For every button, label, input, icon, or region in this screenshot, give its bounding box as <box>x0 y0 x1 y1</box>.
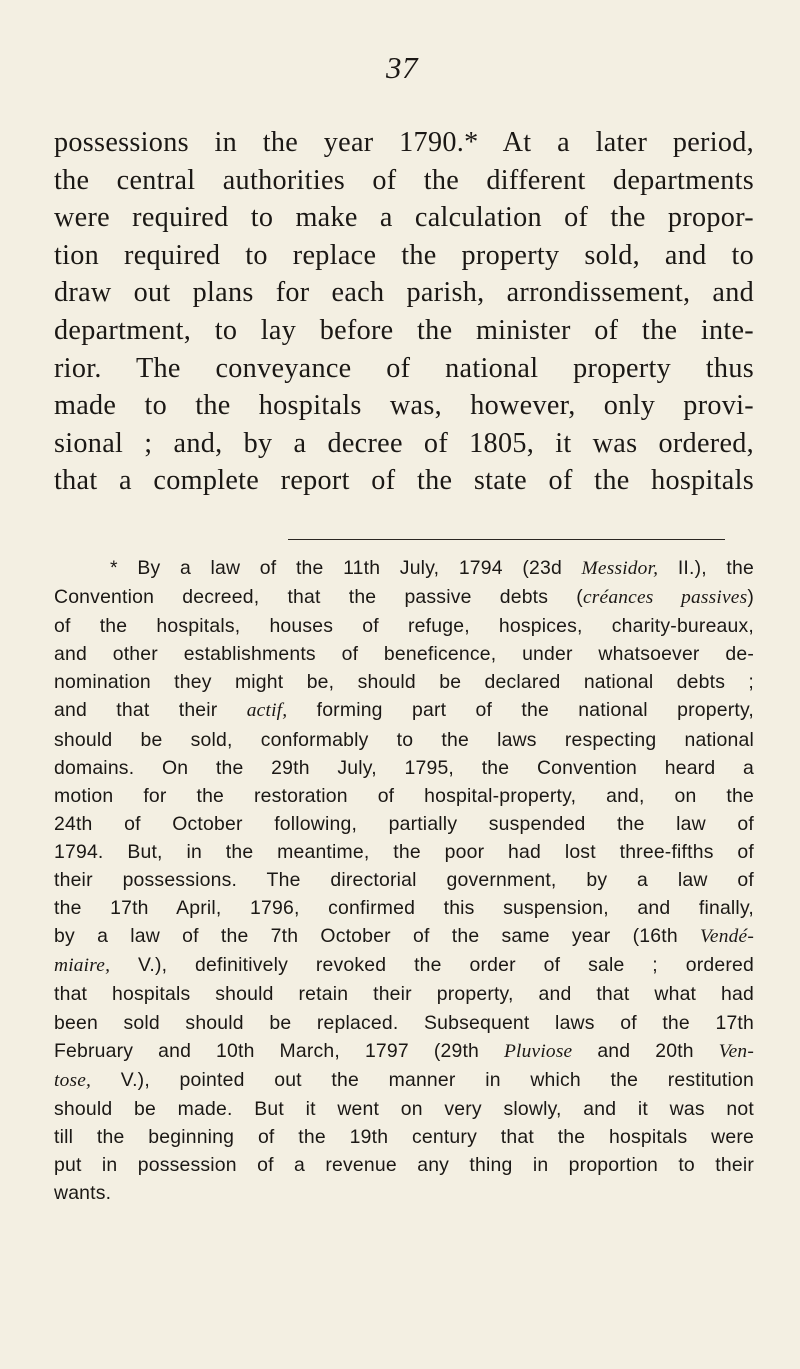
footnote-line: should be sold, conformably to the laws respecting national <box>54 728 754 751</box>
footnote-line <box>54 1037 754 1066</box>
body-line: rior. The conveyance of national property thus <box>54 352 754 384</box>
footnote-text: and that their <box>54 699 247 722</box>
footnote-line: 24th of October following, partially suspended the law of <box>54 812 754 835</box>
footnote-text: by a law of the 7th October of the same year (16th <box>54 925 701 948</box>
body-line: made to the hospitals was, however, only provi- <box>54 390 754 422</box>
footnote-line <box>54 951 754 980</box>
footnote-line: their possessions. The directorial government, by a law of <box>54 869 754 892</box>
body-line: draw out plans for each parish, arrondissement, and <box>54 277 754 309</box>
footnote-text: forming part of the national property, <box>287 699 754 722</box>
footnote-italic: Pluviose <box>504 1040 573 1062</box>
footnote-line <box>54 554 754 583</box>
page-number: 37 <box>386 50 418 85</box>
footnote-line: nomination they might be, should be declared national debts ; <box>54 671 754 694</box>
footnote-italic: actif, <box>246 700 288 722</box>
main-body-text <box>54 124 754 500</box>
footnote-line: 1794. But, in the meantime, the poor had lost three-fifths of <box>54 840 754 863</box>
footnote-text: V.), pointed out the manner in which the restitution <box>91 1068 754 1091</box>
footnote-line <box>54 696 754 725</box>
footnote-text: February and 10th March, 1797 (29th <box>54 1039 504 1062</box>
footnote-line: motion for the restoration of hospital-property, and, on the <box>54 784 754 807</box>
footnote-divider <box>288 539 725 540</box>
footnote-line: of the hospitals, houses of refuge, hospices, charity-bureaux, <box>54 615 754 638</box>
body-line: were required to make a calculation of the propor- <box>54 202 754 234</box>
footnote-line: been sold should be replaced. Subsequent laws of the 17th <box>54 1011 754 1034</box>
footnote-italic: miaire, <box>54 955 111 977</box>
footnote <box>54 554 754 1207</box>
footnote-text: II.), the <box>658 557 754 579</box>
footnote-text: and 20th <box>572 1039 719 1062</box>
footnote-line: put in possession of a revenue any thing in proportion to their <box>54 1153 754 1176</box>
footnote-italic: Messidor, <box>581 558 659 579</box>
footnote-line: domains. On the 29th July, 1795, the Convention heard a <box>54 756 754 779</box>
footnote-text: ) <box>747 586 754 609</box>
footnote-line: till the beginning of the 19th century that the hospitals were <box>54 1125 754 1148</box>
body-line: possessions in the year 1790.* At a later period, <box>54 127 754 158</box>
body-line: department, to lay before the minister of the inte- <box>54 314 754 346</box>
body-line: that a complete report of the state of the hospitals <box>54 465 754 497</box>
body-line: tion required to replace the property sold, and to <box>54 239 754 271</box>
footnote-line: and other establishments of beneficence, under whatsoever de- <box>54 643 754 666</box>
footnote-italic: créances passives <box>582 587 748 609</box>
footnote-line <box>54 583 754 612</box>
body-line: sional ; and, by a decree of 1805, it was ordered, <box>54 427 754 459</box>
body-line: the central authorities of the different departments <box>54 164 754 196</box>
footnote-italic: Vendé- <box>700 926 754 948</box>
footnote-line <box>54 1066 754 1095</box>
footnote-line: wants. <box>54 1182 112 1205</box>
footnote-text: V.), definitively revoked the order of sale ; ordered <box>110 954 754 977</box>
footnote-text: Convention decreed, that the passive debts ( <box>54 586 583 609</box>
footnote-italic: Ven- <box>718 1040 754 1062</box>
footnote-line <box>54 922 754 951</box>
footnote-line: should be made. But it went on very slowly, and it was not <box>54 1097 754 1120</box>
footnote-italic: tose, <box>54 1069 92 1091</box>
footnote-line: that hospitals should retain their property, and that what had <box>54 983 754 1006</box>
footnote-text: * By a law of the 11th July, 1794 (23d <box>110 557 582 579</box>
footnote-line: the 17th April, 1796, confirmed this suspension, and finally, <box>54 897 754 920</box>
